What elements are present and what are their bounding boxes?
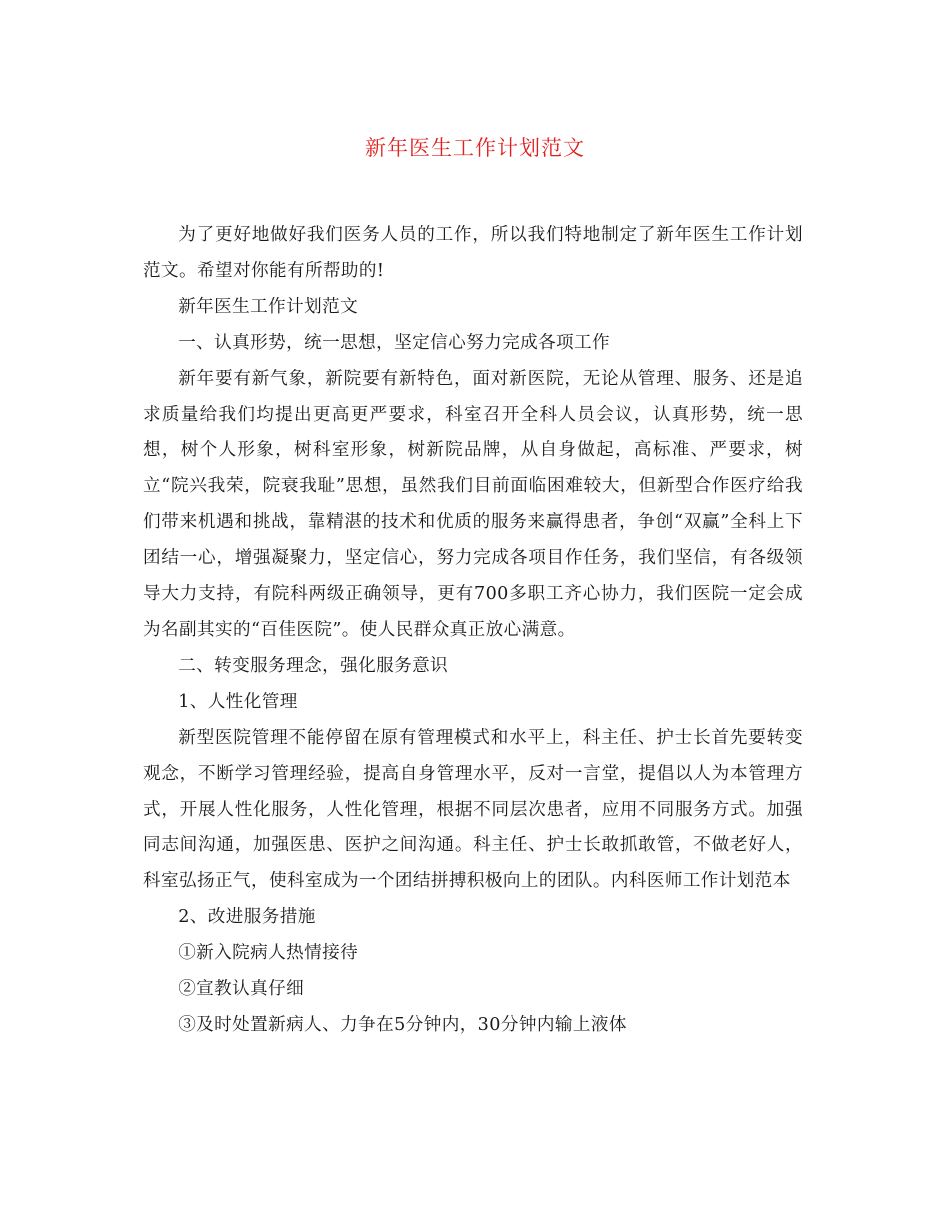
subtitle-line: 新年医生工作计划范文: [178, 296, 359, 317]
list-item: ②宣教认真仔细: [178, 979, 305, 1000]
subsection-1-paragraph: 新型医院管理不能停留在原有管理模式和水平上，科主任、护士长首先要转变观念，不断学习管理经验，提高自身管理水平，反对一言堂，提倡以人为本管理方式，开展人性化服务，人性化管理，根据不同层次患者，应用不同服务方式。加强同志间沟通，加强医患、医护之间沟通。科主任、护士长敢抓敢管，不做老好人，科室弘扬正气，使科室成为一个团结拼搏积极向上的团队。内科医师工作计划范本: [143, 727, 803, 892]
document-body: [143, 218, 803, 1044]
intro-paragraph: 为了更好地做好我们医务人员的工作，所以我们特地制定了新年医生工作计划范文。希望对你能有所帮助的!: [143, 225, 803, 281]
subsection-heading-2: 2、改进服务措施: [178, 907, 316, 928]
document-title: 新年医生工作计划范文: [365, 136, 585, 160]
section-heading-2: 二、转变服务理念，强化服务意识: [178, 655, 449, 676]
list-item: ③及时处置新病人、力争在5分钟内，30分钟内输上液体: [178, 1014, 627, 1035]
subsection-heading-1: 1、人性化管理: [178, 691, 298, 712]
section-1-paragraph: 新年要有新气象，新院要有新特色，面对新医院，无论从管理、服务、还是追求质量给我们均提出更高更严要求，科室召开全科人员会议，认真形势，统一思想，树个人形象，树科室形象，树新院品牌，从自身做起，高标准、严要求，树立“院兴我荣，院衰我耻”思想，虽然我们目前面临困难较大，但新型合作医疗给我们带来机遇和挑战，靠精湛的技术和优质的服务来赢得患者，争创“双赢”全科上下团结一心，增强凝聚力，坚定信心，努力完成各项目作任务，我们坚信，有各级领导大力支持，有院科两级正确领导，更有700多职工齐心协力，我们医院一定会成为名副其实的“百佳医院”。使人民群众真正放心满意。: [143, 368, 803, 640]
section-heading-1: 一、认真形势，统一思想，坚定信心努力完成各项工作: [178, 332, 611, 353]
list-item: ①新入院病人热情接待: [178, 943, 359, 964]
